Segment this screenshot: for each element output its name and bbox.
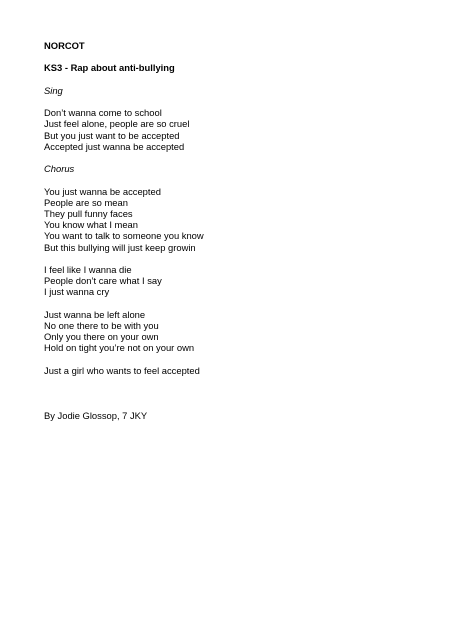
closing-line: Just a girl who wants to feel accepted xyxy=(44,364,200,376)
verse-2 xyxy=(44,264,424,298)
author-byline: By Jodie Glossop, 7 JKY xyxy=(44,409,148,421)
verse-3-line: No one there to be with you xyxy=(44,319,159,331)
document-subtitle: KS3 - Rap about anti-bullying xyxy=(44,62,175,74)
verse-1-line: But you just want to be accepted xyxy=(44,129,180,141)
chorus xyxy=(44,186,424,253)
verse-2-line: I feel like I wanna die xyxy=(44,263,132,275)
verse-3 xyxy=(44,309,424,354)
chorus-line: You want to talk to someone you know xyxy=(44,230,204,242)
document-content xyxy=(44,40,424,421)
verse-2-line: People don’t care what I say xyxy=(44,275,162,287)
verse-3-line: Only you there on your own xyxy=(44,331,159,343)
verse-1-line: Accepted just wanna be accepted xyxy=(44,140,185,152)
sing-label: Sing xyxy=(44,84,63,96)
verse-1-line: Don’t wanna come to school xyxy=(44,107,162,119)
chorus-line: They pull funny faces xyxy=(44,207,133,219)
chorus-line: You just wanna be accepted xyxy=(44,185,161,197)
chorus-line: People are so mean xyxy=(44,196,128,208)
verse-1 xyxy=(44,107,424,152)
verse-3-line: Just wanna be left alone xyxy=(44,308,146,320)
closing-stanza xyxy=(44,365,424,376)
document-title: NORCOT xyxy=(44,40,85,51)
chorus-line: You know what I mean xyxy=(44,219,138,231)
verse-2-line: I just wanna cry xyxy=(44,286,110,298)
chorus-line: But this bullying will just keep growin xyxy=(44,241,196,253)
verse-3-line: Hold on tight you’re not on your own xyxy=(44,342,195,354)
chorus-label: Chorus xyxy=(44,163,75,175)
verse-1-line: Just feel alone, people are so cruel xyxy=(44,118,190,130)
